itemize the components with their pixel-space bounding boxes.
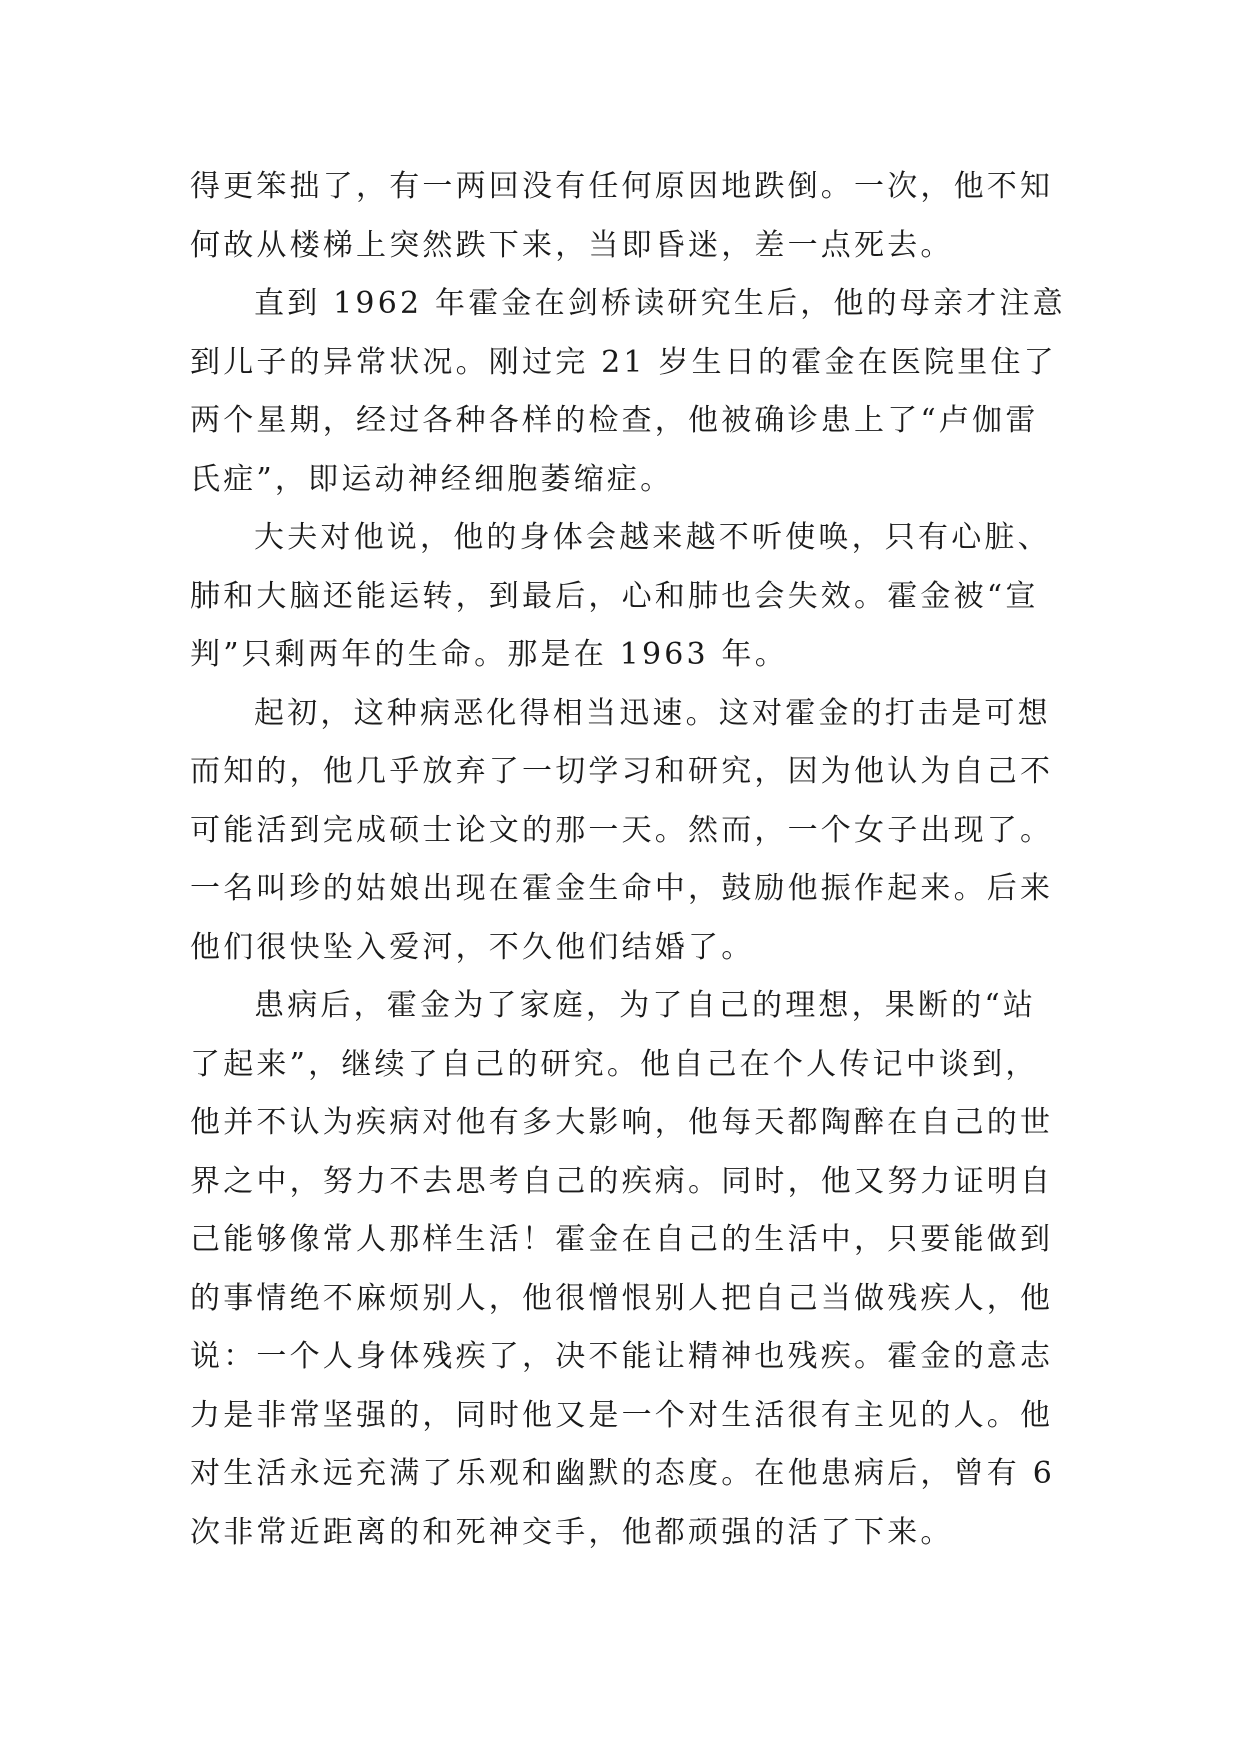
text-line: 了起来”，继续了自己的研究。他自己在个人传记中谈到， bbox=[190, 1046, 1039, 1082]
text-line: 力是非常坚强的，同时他又是一个对生活很有主见的人。他 bbox=[190, 1397, 1054, 1433]
text-line: 判”只剩两年的生命。那是在 1963 年。 bbox=[190, 637, 788, 672]
text-line: 他们很快坠入爱河，不久他们结婚了。 bbox=[190, 929, 755, 965]
text-line: 可能活到完成硕士论文的那一天。然而，一个女子出现了。 bbox=[190, 812, 1054, 848]
text-line: 的事情绝不麻烦别人，他很憎恨别人把自己当做残疾人，他 bbox=[190, 1280, 1054, 1316]
paragraph-start-line: 大夫对他说，他的身体会越来越不听使唤，只有心脏、 bbox=[254, 520, 1051, 555]
text-line: 氏症”，即运动神经细胞萎缩症。 bbox=[190, 461, 674, 497]
paragraph-start-line: 患病后，霍金为了家庭，为了自己的理想，果断的“站 bbox=[254, 988, 1037, 1023]
text-line: 肺和大脑还能运转，到最后，心和肺也会失效。霍金被“宣 bbox=[190, 578, 1039, 614]
text-line: 得更笨拙了，有一两回没有任何原因地跌倒。一次，他不知 bbox=[190, 169, 1054, 204]
text-line: 己能够像常人那样生活！霍金在自己的生活中，只要能做到 bbox=[190, 1222, 1054, 1257]
text-line: 界之中，努力不去思考自己的疾病。同时，他又努力证明自 bbox=[190, 1163, 1054, 1199]
text-line: 到儿子的异常状况。刚过完 21 岁生日的霍金在医院里住了 bbox=[190, 344, 1057, 380]
text-line: 他并不认为疾病对他有多大影响，他每天都陶醉在自己的世 bbox=[190, 1105, 1054, 1140]
text-line: 而知的，他几乎放弃了一切学习和研究，因为他认为自己不 bbox=[190, 754, 1054, 789]
text-line: 次非常近距离的和死神交手，他都顽强的活了下来。 bbox=[190, 1514, 954, 1550]
text-line: 两个星期，经过各种各样的检查，他被确诊患上了“卢伽雷 bbox=[190, 403, 1039, 438]
paragraph-start-line: 起初，这种病恶化得相当迅速。这对霍金的打击是可想 bbox=[254, 695, 1051, 731]
paragraph-start-line: 直到 1962 年霍金在剑桥读研究生后，他的母亲才注意 bbox=[254, 286, 1066, 321]
document-body bbox=[190, 158, 1066, 1562]
text-line: 对生活永远充满了乐观和幽默的态度。在他患病后，曾有 6 bbox=[190, 1456, 1056, 1491]
text-line: 何故从楼梯上突然跌下来，当即昏迷，差一点死去。 bbox=[190, 227, 954, 263]
text-line: 说：一个人身体残疾了，决不能让精神也残疾。霍金的意志 bbox=[190, 1339, 1054, 1374]
text-line: 一名叫珍的姑娘出现在霍金生命中，鼓励他振作起来。后来 bbox=[190, 871, 1054, 906]
